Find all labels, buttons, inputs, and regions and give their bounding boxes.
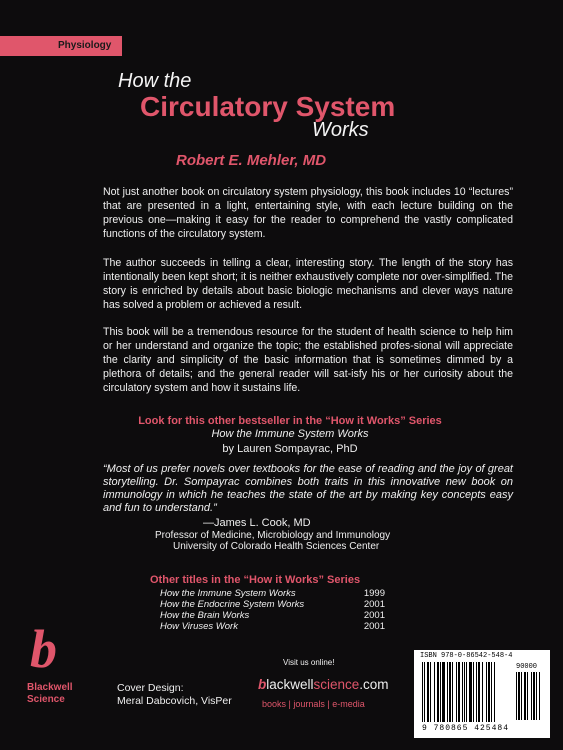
other-title-name: How Viruses Work: [160, 621, 238, 632]
price-code: 90000: [516, 663, 538, 671]
list-item: [160, 599, 385, 610]
other-title-year: 2001: [363, 610, 385, 621]
publisher-name-line-1: Blackwell: [27, 682, 73, 693]
book-author: Robert E. Mehler, MD: [176, 152, 327, 169]
website-links: books | journals | e-media: [262, 699, 365, 709]
publisher-name: [27, 682, 73, 706]
other-title-name: How the Brain Works: [160, 610, 250, 621]
website-url-science: science: [313, 677, 360, 692]
quote-author: —James L. Cook, MD: [203, 517, 311, 529]
promo-book-title: How the Immune System Works: [211, 428, 369, 440]
promo-book-author: by Lauren Sompayrac, PhD: [222, 443, 358, 455]
website-url-b: b: [258, 677, 267, 692]
visit-online-text: Visit us online!: [283, 658, 335, 667]
isbn-text: ISBN 978-0-86542-548-4: [420, 652, 513, 660]
other-title-year: 1999: [363, 588, 385, 599]
description-paragraph-1: Not just another book on circulatory system physiology, this book includes 10 “lectures” that are presented in a light, entertaining style, with each lecture building on the previous one—making it easy for the reader to comprehend the vastly complicated functions of the circulatory system.: [103, 186, 513, 240]
website-url-lackwell: lackwell: [266, 677, 314, 692]
barcode-bars: [422, 662, 512, 722]
list-item: [160, 610, 385, 621]
title-line-1: How the: [118, 70, 192, 92]
website-url-com: .com: [359, 677, 389, 692]
other-titles-heading: Other titles in the “How it Works” Series: [150, 574, 361, 586]
publisher-logo: b: [30, 619, 57, 679]
cover-design-name: Meral Dabcovich, VisPer: [117, 695, 232, 707]
barcode-addon-bars: [516, 672, 546, 720]
title-line-2: Circulatory System: [140, 91, 396, 122]
quote-author-title: Professor of Medicine, Microbiology and Immunology: [155, 530, 391, 541]
list-item: [160, 588, 385, 599]
barcode-number: 9 780865 425484: [422, 724, 510, 733]
title-line-3: Works: [312, 119, 369, 141]
website-url[interactable]: [258, 677, 389, 692]
description-paragraph-3: This book will be a tremendous resource for the student of health science to help him or her understand and organize the topic; the established profes-sional will appreciate the clarity and simplicity of the basic information that is sometimes dimmed by a plethora of details; and the general reader will sat-isfy his or her curiosity about the circulatory system and how it sustains life.: [103, 326, 513, 394]
cover-design-label: Cover Design:: [117, 682, 184, 694]
other-titles-list: [160, 588, 385, 632]
other-title-name: How the Endocrine System Works: [160, 599, 305, 610]
description-paragraph-2: The author succeeds in telling a clear, interesting story. The length of the story has intentionally been kept short; it is neither exhaustively complete nor over-simplified. The story is enriched by details about basic biologic mechanisms and clever ways nature has solved a problem or achieved a result.: [103, 257, 513, 311]
quote-author-affiliation: University of Colorado Health Sciences Center: [173, 541, 380, 552]
category-tab: Physiology: [0, 36, 122, 56]
publisher-name-line-2: Science: [27, 694, 65, 705]
other-title-year: 2001: [363, 621, 385, 632]
cover-design-credit: [117, 682, 232, 708]
barcode: [414, 650, 550, 738]
endorsement-quote: “Most of us prefer novels over textbooks for the ease of reading and the joy of great storytelling. Dr. Sompayrac combines both traits in this innovative new book on immunology in which he teaches the state of the art by making key concepts easy and fun to understand.”: [103, 463, 513, 514]
list-item: [160, 621, 385, 632]
other-title-name: How the Immune System Works: [160, 588, 296, 599]
other-title-year: 2001: [363, 599, 385, 610]
promo-heading: Look for this other bestseller in the “How it Works” Series: [138, 415, 442, 427]
